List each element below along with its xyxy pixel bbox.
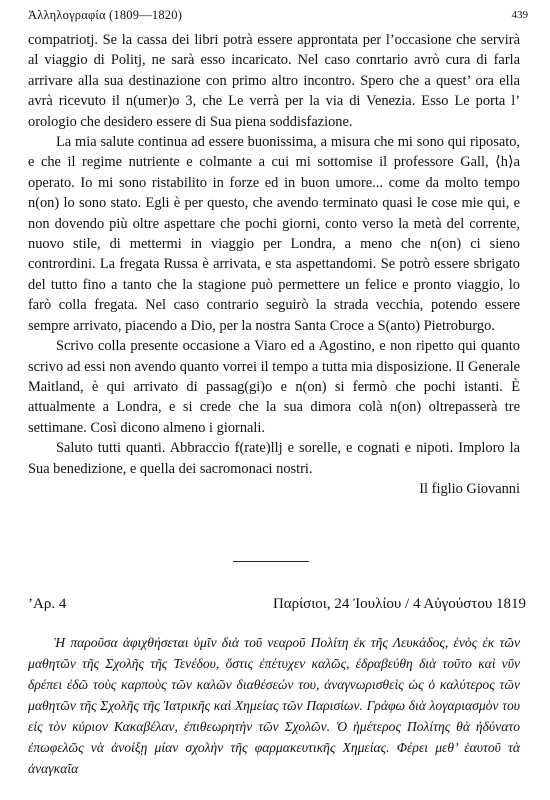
dateline: Παρίσιοι, 24 Ἰουλίου / 4 Αὐγούστου 1819 bbox=[272, 596, 526, 612]
running-header bbox=[28, 8, 528, 24]
page-number: 439 bbox=[511, 9, 528, 21]
signature: Il figlio Giovanni bbox=[419, 480, 520, 497]
greek-letter-body bbox=[28, 632, 520, 779]
paragraph: Saluto tutti quanti. Abbraccio f(rate)llj e sorelle, e cognati e nipoti. Imploro la Sua benedizione, e quella dei sacromonaci nostri. bbox=[28, 440, 520, 477]
section-divider bbox=[233, 561, 309, 562]
paragraph: Ἡ παροῦσα ἀφιχθήσεται ὑμῖν διὰ τοῦ νεαροῦ Πολίτη ἐκ τῆς Λευκάδος, ἑνὸς ἐκ τῶν μαθητῶν τῆς Σχολῆς τῆς Τενέδου, ὅστις ἐπέτυχεν καλῶς, ἐδραβεύθη διὰ τοῦτο καὶ νῦν δρέπει ἐδῶ τοὺς καρποὺς τῶν καλῶν διαθέσεών του, ἀναγνωρισθεὶς ὡς ὁ καλύτερος τῶν μαθητῶν τῆς Σχολῆς τῆς Ἰατρικῆς καὶ Χημείας τῶν Παρισίων. Γράφω διὰ λογαριασμὸν του εἰς τὸν κύριον Κακαβέλαν, ἐπιθεωρητὴν τῶν Σχολῶν. Ὁ ἡμέτερος Πολίτης θὰ ἠδύνατο ἐπωφελῶς νὰ ἀνοίξῃ μίαν σχολὴν τῆς φαρμακευτικῆς Χημείας. Φέρει μεθ’ ἑαυτοῦ τὰ ἀναγκαῖα bbox=[28, 635, 520, 776]
letter-number: ’Αρ. 4 bbox=[28, 596, 67, 612]
running-title: Ἀλληλογραφία (1809—1820) bbox=[28, 8, 183, 22]
letter-body bbox=[28, 30, 520, 499]
paragraph: compatriotj. Se la cassa dei libri potrà essere approntata per l’occasione che servirà al viaggio di Politj, ne sarà esso incaricato. Nel caso conrtario avrò cura di farla arrivare alla sua destinazione con primo altro incontro. Spero che a quest’ ora ella avrà ricevuto il n(umer)o 3, che Le verrà per la via di Venezia. Esso Le porta l’ orologio che desidero essere di Sua piena soddisfazione. bbox=[28, 32, 520, 130]
paragraph: Scrivo colla presente occasione a Viaro ed a Agostino, e non ripetto qui quanto scrivo ad essi non avendo quanto vorrei il tempo a tutta mia disposizione. Il Generale Maitland, è qui arrivato di passag(gi)o e n(on) si fermò che pochi istanti. È attualmente a Londra, e si crede che la sua dimora colà n(on) oltrepasserà tre settimane. Così dicono almeno i giornali. bbox=[28, 338, 520, 436]
paragraph: La mia salute continua ad essere buonissima, a misura che mi sono qui riposato, e che il regime nutriente e colmante a cui mi sottomise il professore Gall, ⟨h⟩a operato. Io mi sono ristabilito in forze ed in buon umore... come da molto tempo n(on) lo sono stato. Egli è per questo, che avendo terminato quasi le cose mie qui, e non dovendo più oltre aspettare che pochi giorni, conto verso la metà del corrente, nuovo stile, di mettermi in viaggio per Londra, a meno che n(on) ci sieno contrordini. La fregata Russa è arrivata, e sta aspettandomi. Se potrò essere sbrigato del tutto fino a tanto che la stagione può permettere un felice e pronto viaggio, lo farò colla fregata. Nel caso contrario seguirò la strada vecchia, potendo essere sempre arrivato, piacendo a Dio, per la nostra Santa Croce a S(anto) Pietroburgo. bbox=[28, 134, 520, 334]
